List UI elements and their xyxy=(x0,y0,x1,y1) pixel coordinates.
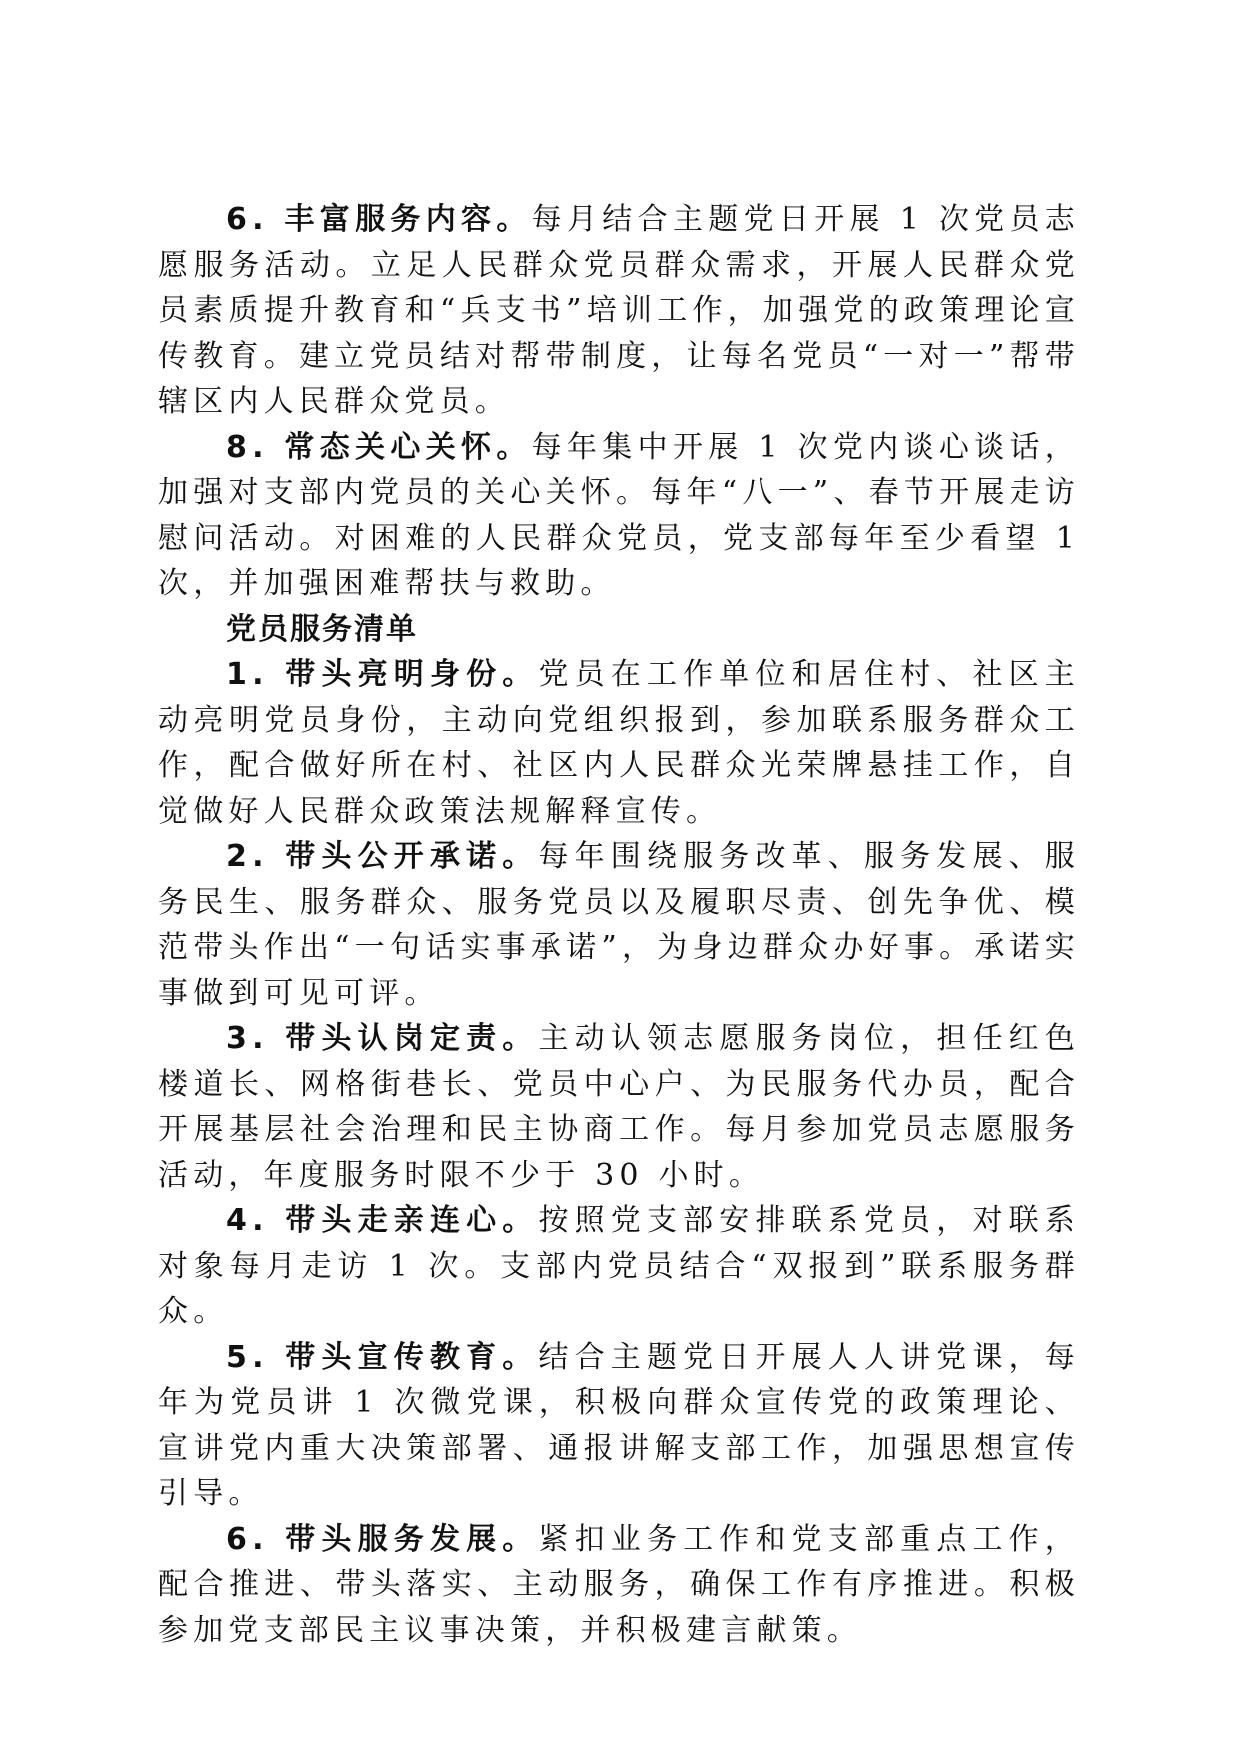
paragraph-regular-care xyxy=(158,425,1080,607)
section-heading: 党员服务清单 xyxy=(226,611,418,647)
paragraph-body: 紧扣业务工作和党支部重点工作，配合推进、带头落实、主动服务，确保工作有序推进。积极参加党支部民主议事决策，并积极建言献策。 xyxy=(158,1521,1080,1648)
paragraph-lead: 2. 带头公开承诺。 xyxy=(226,839,539,874)
paragraph-serve-development xyxy=(158,1517,1080,1654)
paragraph-body: 主动认领志愿服务岗位，担任红色楼道长、网格街巷长、党员中心户、为民服务代办员，配合开展基层社会治理和民主协商工作。每月参加党员志愿服务活动，年度服务时限不少于 30 小时。 xyxy=(158,1021,1080,1193)
paragraph-body: 每年集中开展 1 次党内谈心谈话，加强对支部内党员的关心关怀。每年“八一”、春节开展走访慰问活动。对困难的人民群众党员，党支部每年至少看望 1 次，并加强困难帮扶与救助。 xyxy=(158,429,1081,601)
paragraph-lead: 8. 常态关心关怀。 xyxy=(226,429,532,465)
paragraph-lead: 4. 带头走亲连心。 xyxy=(226,1203,539,1238)
paragraph-publicity-education xyxy=(158,1335,1080,1517)
paragraph-visit-connect xyxy=(158,1198,1080,1335)
document-page xyxy=(158,197,1080,1653)
paragraph-claim-post xyxy=(158,1016,1080,1198)
paragraph-body: 每月结合主题党日开展 1 次党员志愿服务活动。立足人民群众党员群众需求，开展人民群众党员素质提升教育和“兵支书”培训工作，加强党的政策理论宣传教育。建立党员结对帮带制度，让每名党员“一对一”帮带辖区内人民群众党员。 xyxy=(158,202,1081,419)
paragraph-public-commitment xyxy=(158,834,1080,1016)
paragraph-show-identity xyxy=(158,652,1080,834)
paragraph-body: 结合主题党日开展人人讲党课，每年为党员讲 1 次微党课，积极向群众宣传党的政策理论、宣讲党内重大决策部署、通报讲解支部工作，加强思想宣传引导。 xyxy=(158,1339,1080,1511)
paragraph-body: 每年围绕服务改革、服务发展、服务民生、服务群众、服务党员以及履职尽责、创先争优、模范带头作出“一句话实事承诺”，为身边群众办好事。承诺实事做到可见可评。 xyxy=(158,839,1080,1011)
paragraph-enrich-service xyxy=(158,197,1080,425)
paragraph-lead: 6. 丰富服务内容。 xyxy=(226,202,532,237)
paragraph-lead: 5. 带头宣传教育。 xyxy=(226,1339,539,1375)
paragraph-body: 党员在工作单位和居住村、社区主动亮明党员身份，主动向党组织报到，参加联系服务群众工作，配合做好所在村、社区内人民群众光荣牌悬挂工作，自觉做好人民群众政策法规解释宣传。 xyxy=(158,657,1080,829)
paragraph-lead: 1. 带头亮明身份。 xyxy=(226,657,539,692)
paragraph-lead: 6. 带头服务发展。 xyxy=(226,1521,539,1557)
paragraph-lead: 3. 带头认岗定责。 xyxy=(226,1021,539,1056)
paragraph-body: 按照党支部安排联系党员，对联系对象每月走访 1 次。支部内党员结合“双报到”联系服务群众。 xyxy=(158,1203,1080,1329)
